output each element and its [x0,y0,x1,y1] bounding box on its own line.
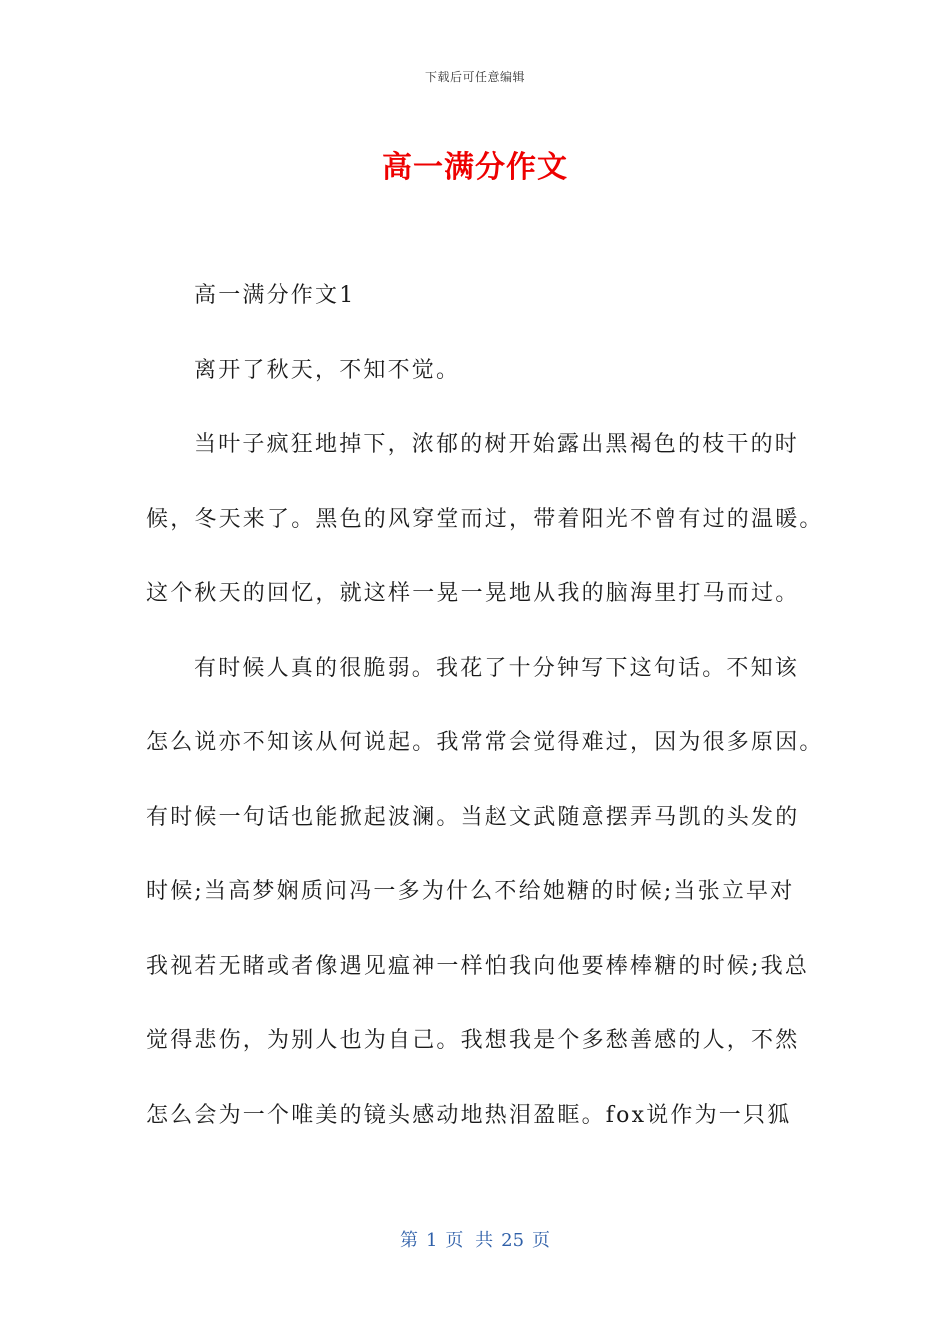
document-title: 高一满分作文 [382,150,568,185]
paragraph-line: 离开了秋天，不知不觉。 [194,357,461,383]
total-page-count: 25 [501,1230,525,1251]
paragraph-line: 候，冬天来了。黑色的风穿堂而过，带着阳光不曾有过的温暖。 [146,506,824,532]
current-page-number: 1 [425,1230,438,1251]
paragraph-line: 觉得悲伤，为别人也为自己。我想我是个多愁善感的人，不然 [146,1028,800,1053]
document-body [146,278,824,1172]
header-note: 下载后可任意编辑 [424,70,525,84]
page-label-prefix: 第 [399,1230,418,1251]
page-label-suffix: 页 [532,1230,551,1251]
paragraph-line: 我视若无睹或者像遇见瘟神一样怕我向他要棒棒糖的时候;我总 [146,953,810,979]
page-footer [0,1226,950,1252]
paragraph-line: 当叶子疯狂地掉下，浓郁的树开始露出黑褐色的枝干的时 [194,432,800,457]
paragraph-line: 怎么会为一个唯美的镜头感动地热泪盈眶。fox说作为一只狐 [146,1102,792,1128]
paragraph-line: 有时候一句话也能掀起波澜。当赵文武随意摆弄马凯的头发的 [146,804,800,830]
paragraph-line: 怎么说亦不知该从何说起。我常常会觉得难过，因为很多原因。 [146,730,824,755]
paragraph-line: 时候;当高梦娴质问冯一多为什么不给她糖的时候;当张立早对 [146,879,795,904]
paragraph-line: 有时候人真的很脆弱。我花了十分钟写下这句话。不知该 [194,655,800,681]
essay-heading: 高一满分作文1 [194,283,356,308]
page-label-middle: 页 共 [445,1230,494,1251]
paragraph-line: 这个秋天的回忆，就这样一晃一晃地从我的脑海里打马而过。 [146,581,800,606]
